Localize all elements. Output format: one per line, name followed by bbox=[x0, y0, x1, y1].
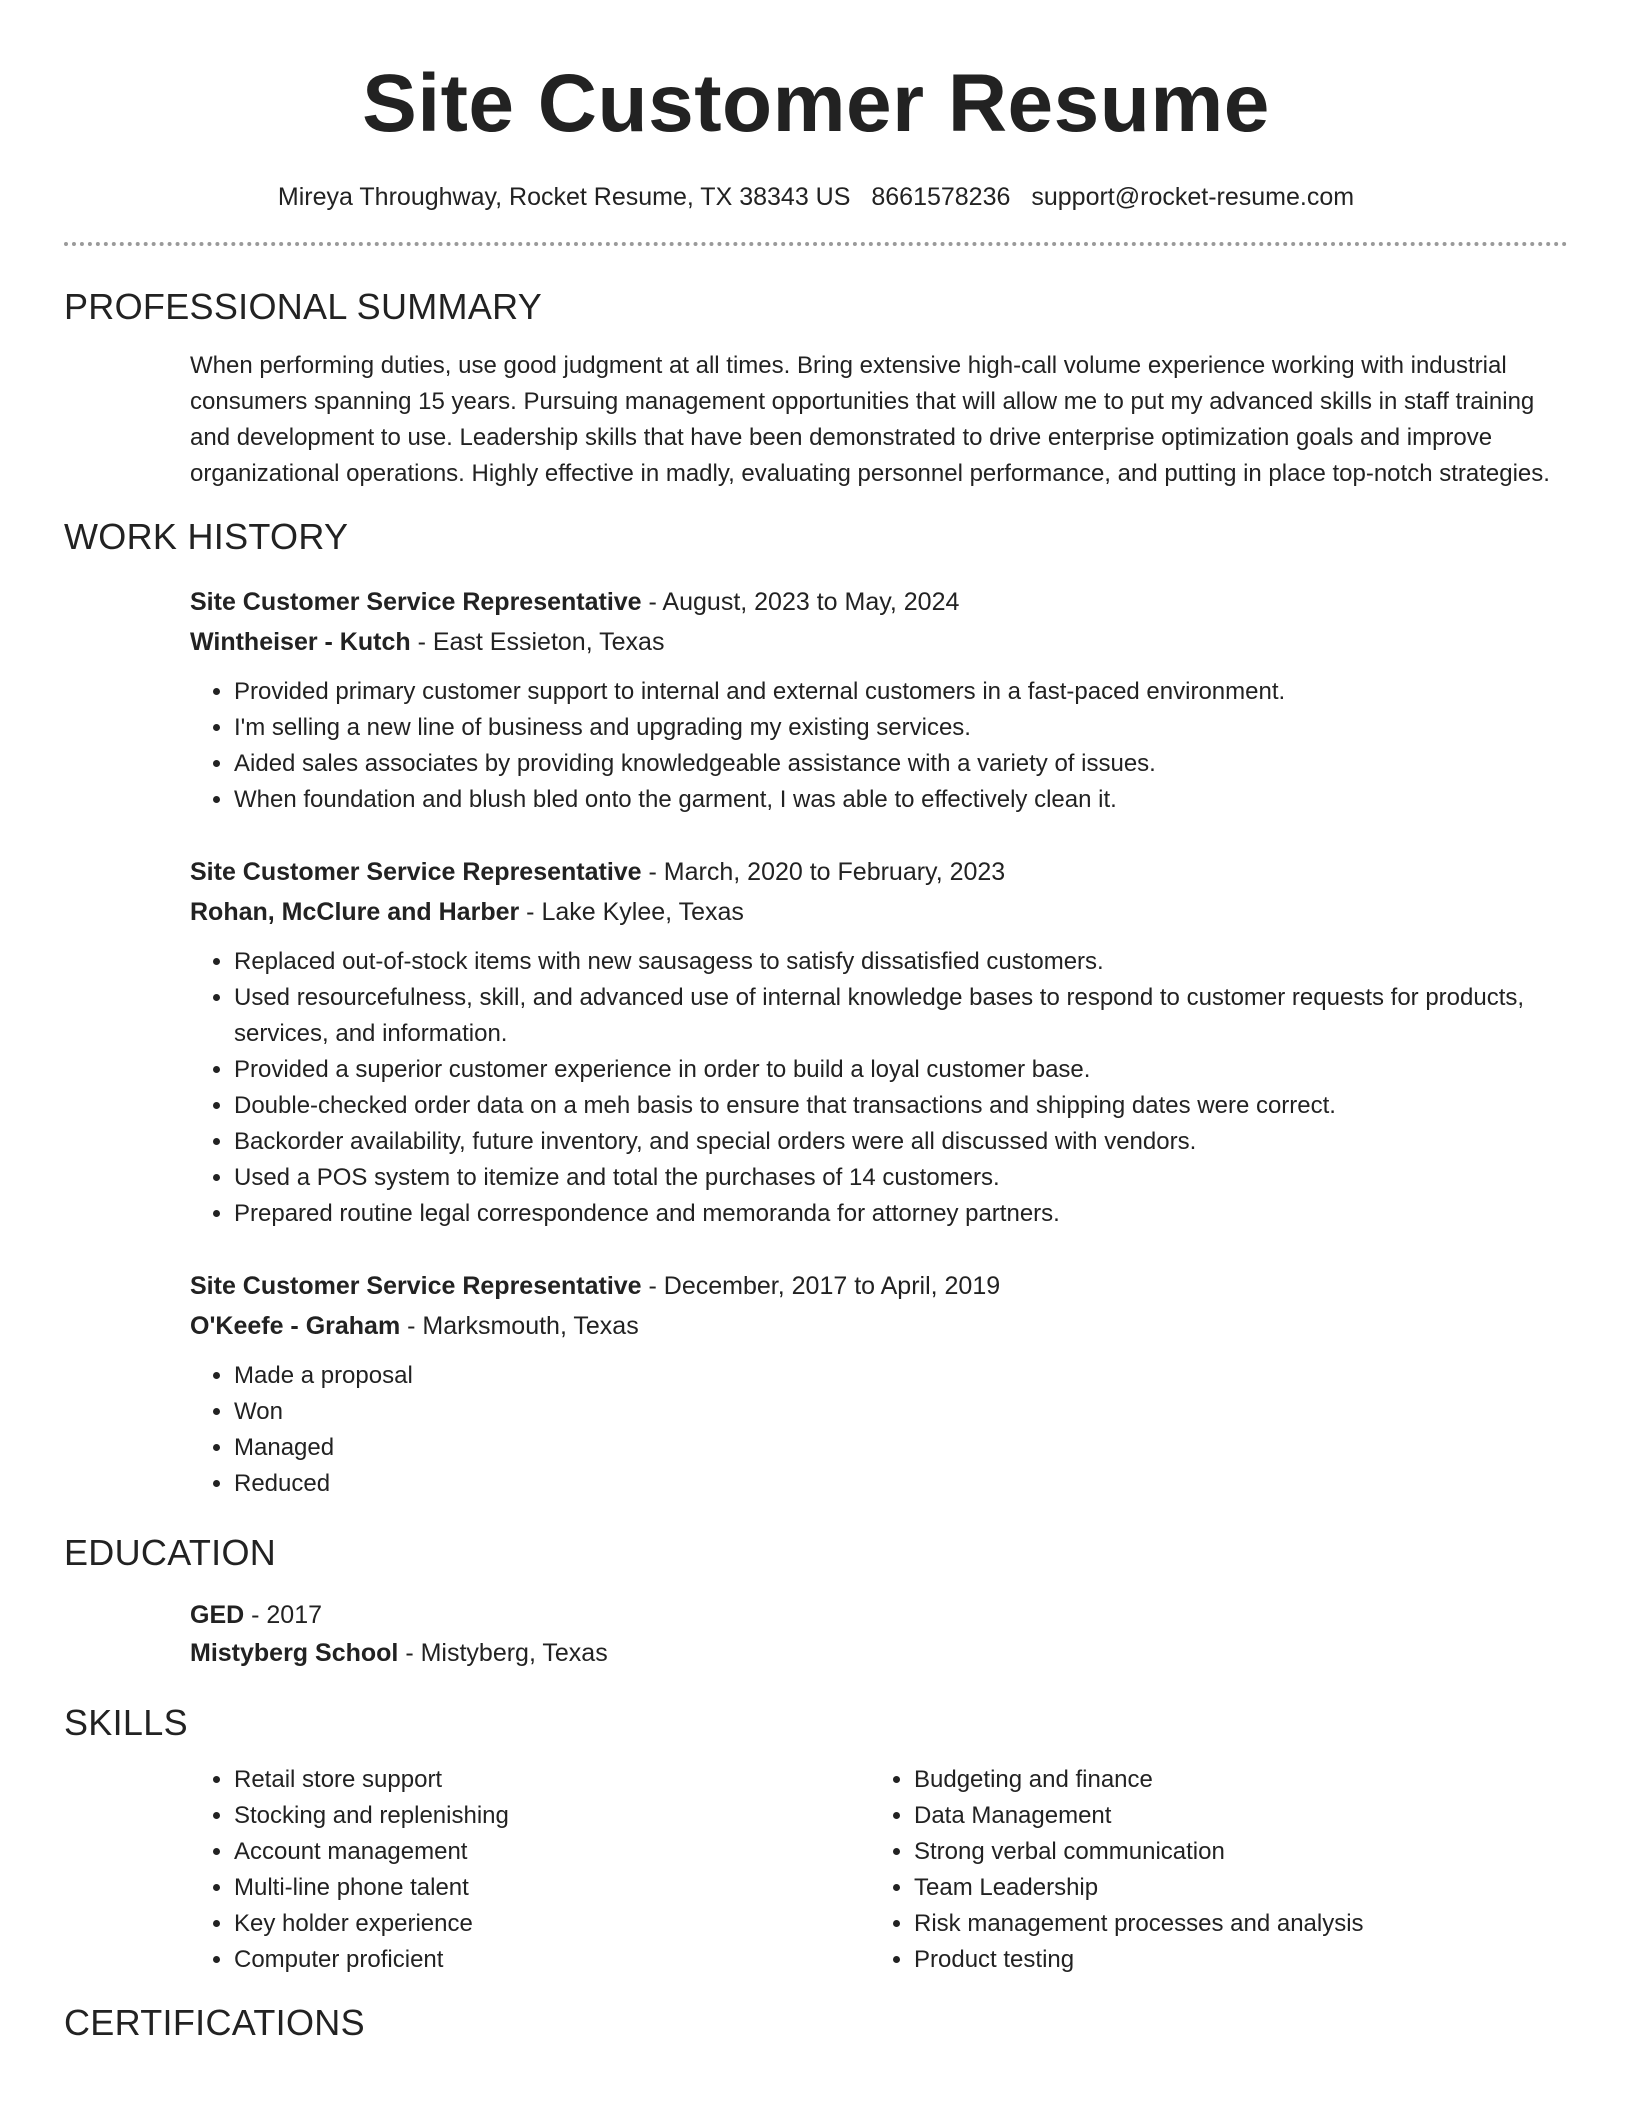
job-bullet: • Reduced bbox=[234, 1466, 1568, 1502]
job-bullet: • Aided sales associates by providing knowledgeable assistance with a variety of issues. bbox=[234, 746, 1568, 782]
summary-text: When performing duties, use good judgment at all times. Bring extensive high-call volume experience working with industrial consumers spanning 15 years. Pursuing management opportunities that will allow me to put my advanced skills in staff training and development to use. Leadership skills that have been demonstrated to drive enterprise optimization goals and improve organizational operations. Highly effective in madly, evaluating personnel performance, and putting in place top-notch strategies. bbox=[190, 352, 1550, 487]
work-history-section bbox=[64, 516, 1568, 1502]
skill-item: • Retail store support bbox=[234, 1762, 870, 1798]
job-bullets bbox=[190, 1358, 1568, 1502]
skill-item: • Account management bbox=[234, 1834, 870, 1870]
job-bullet: • Won bbox=[234, 1394, 1568, 1430]
skill-item: • Computer proficient bbox=[234, 1942, 870, 1978]
job-company: Rohan, McClure and Harber bbox=[190, 898, 520, 926]
skill-item: • Multi-line phone talent bbox=[234, 1870, 870, 1906]
job-company: O'Keefe - Graham bbox=[190, 1312, 401, 1340]
job-bullet: • Prepared routine legal correspondence and memoranda for attorney partners. bbox=[234, 1196, 1568, 1232]
job-title-line bbox=[190, 582, 1568, 622]
skills-section bbox=[64, 1702, 1568, 1978]
job-location: - Lake Kylee, Texas bbox=[519, 898, 744, 926]
job-location: - East Essieton, Texas bbox=[410, 628, 665, 656]
education-degree-line bbox=[190, 1596, 1568, 1634]
skill-item: • Risk management processes and analysis bbox=[914, 1906, 1568, 1942]
section-heading-summary: PROFESSIONAL SUMMARY bbox=[64, 286, 543, 327]
contact-address: Mireya Throughway, Rocket Resume, TX 38343 US bbox=[277, 183, 851, 211]
job-company-line bbox=[190, 1306, 1568, 1346]
education-degree: GED bbox=[190, 1601, 245, 1629]
job-entry bbox=[190, 582, 1568, 818]
page-title: Site Customer Resume bbox=[362, 58, 1270, 149]
education-year: - 2017 bbox=[244, 1601, 323, 1629]
job-bullet: • Provided a superior customer experience in order to build a loyal customer base. bbox=[234, 1052, 1568, 1088]
job-title: Site Customer Service Representative bbox=[190, 588, 642, 616]
job-bullet: • When foundation and blush bled onto the garment, I was able to effectively clean it. bbox=[234, 782, 1568, 818]
education-school: Mistyberg School bbox=[190, 1639, 399, 1667]
job-bullet: • Managed bbox=[234, 1430, 1568, 1466]
job-title: Site Customer Service Representative bbox=[190, 1272, 642, 1300]
job-entry bbox=[190, 1266, 1568, 1502]
section-heading-work-history: WORK HISTORY bbox=[64, 516, 349, 557]
job-bullet: • Provided primary customer support to internal and external customers in a fast-paced environment. bbox=[234, 674, 1568, 710]
job-bullets bbox=[190, 674, 1568, 818]
job-dates: - August, 2023 to May, 2024 bbox=[641, 588, 960, 616]
job-title: Site Customer Service Representative bbox=[190, 858, 642, 886]
education-section bbox=[64, 1532, 1568, 1672]
job-bullet: • Used resourcefulness, skill, and advanced use of internal knowledge bases to respond to customer requests for products, services, and information. bbox=[234, 980, 1568, 1052]
job-title-line bbox=[190, 1266, 1568, 1306]
section-heading-education: EDUCATION bbox=[64, 1532, 277, 1573]
skill-item: • Key holder experience bbox=[234, 1906, 870, 1942]
skill-item: • Data Management bbox=[914, 1798, 1568, 1834]
job-bullet: • Replaced out-of-stock items with new sausagess to satisfy dissatisfied customers. bbox=[234, 944, 1568, 980]
job-dates: - March, 2020 to February, 2023 bbox=[641, 858, 1006, 886]
skill-item: • Product testing bbox=[914, 1942, 1568, 1978]
job-company: Wintheiser - Kutch bbox=[190, 628, 411, 656]
skills-list-right bbox=[870, 1762, 1568, 1978]
job-bullet: • Backorder availability, future inventory, and special orders were all discussed with vendors. bbox=[234, 1124, 1568, 1160]
skill-item: • Team Leadership bbox=[914, 1870, 1568, 1906]
job-bullet: • Used a POS system to itemize and total the purchases of 14 customers. bbox=[234, 1160, 1568, 1196]
job-bullet: • I'm selling a new line of business and upgrading my existing services. bbox=[234, 710, 1568, 746]
job-location: - Marksmouth, Texas bbox=[400, 1312, 639, 1340]
job-company-line bbox=[190, 622, 1568, 662]
contact-line bbox=[64, 180, 1568, 214]
job-entry bbox=[190, 852, 1568, 1232]
job-bullet: • Made a proposal bbox=[234, 1358, 1568, 1394]
summary-section bbox=[64, 286, 1568, 492]
section-heading-skills: SKILLS bbox=[64, 1702, 188, 1743]
education-location: - Mistyberg, Texas bbox=[398, 1639, 608, 1667]
header-divider bbox=[64, 242, 1568, 246]
job-dates: - December, 2017 to April, 2019 bbox=[641, 1272, 1001, 1300]
skill-item: • Stocking and replenishing bbox=[234, 1798, 870, 1834]
job-bullets bbox=[190, 944, 1568, 1232]
job-bullet: • Double-checked order data on a meh basis to ensure that transactions and shipping dates were correct. bbox=[234, 1088, 1568, 1124]
contact-phone: 8661578236 bbox=[871, 183, 1011, 211]
education-school-line bbox=[190, 1634, 1568, 1672]
contact-email: support@rocket-resume.com bbox=[1031, 183, 1355, 211]
skill-item: • Strong verbal communication bbox=[914, 1834, 1568, 1870]
skills-list-left bbox=[190, 1762, 870, 1978]
certifications-section bbox=[64, 2002, 1568, 2044]
job-title-line bbox=[190, 852, 1568, 892]
skill-item: • Budgeting and finance bbox=[914, 1762, 1568, 1798]
section-heading-certifications: CERTIFICATIONS bbox=[64, 2002, 365, 2043]
job-company-line bbox=[190, 892, 1568, 932]
